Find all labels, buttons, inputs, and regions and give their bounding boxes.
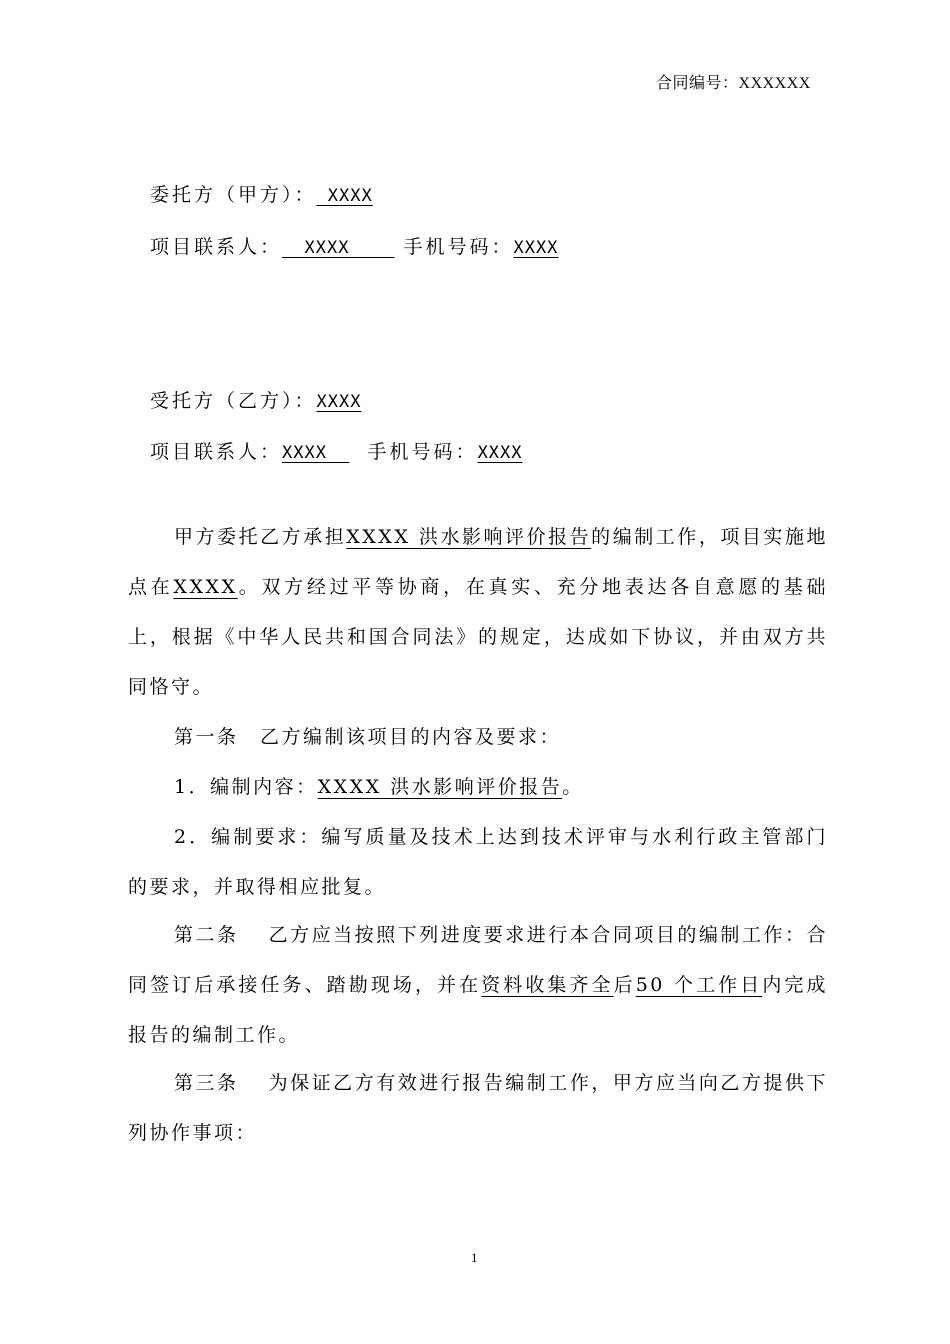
party-a-contact-label: 项目联系人： [150, 236, 283, 258]
party-b-contact: XXXX [282, 443, 327, 463]
party-a-label: 委托方（甲方）： [150, 184, 317, 206]
contract-number-label: 合同编号： [656, 75, 739, 92]
party-b-phone-label: 手机号码： [367, 441, 478, 463]
article-3: 第三条 为保证乙方有效进行报告编制工作，甲方应当向乙方提供下列协作事项： [128, 1072, 828, 1144]
contract-number [656, 70, 811, 93]
intro-text-3: 。双方经过平等协商，在真实、充分地表达各自意愿的基础上，根据《中华人民共和国合同法》的规定，达成如下协议，并由双方共同恪守。 [128, 576, 828, 698]
party-b-line [150, 386, 361, 413]
party-a-phone-label: 手机号码： [403, 236, 514, 258]
intro-paragraph [128, 512, 828, 712]
intro-text-2: 的编制工作，项目实施地点在 [128, 526, 828, 598]
article-2-text-1: 第二条 乙方应当按照下列进度要求进行本合同项目的编制工作：合同签订后承接任务、踏勘现场，并在 [128, 924, 828, 996]
party-b-label: 受托方（乙方）： [150, 390, 317, 412]
party-a-name: XXXX [327, 186, 373, 206]
party-a-line [150, 180, 373, 207]
party-b-contact-line [150, 437, 523, 464]
article-1-item-2: 2．编制要求：编写质量及技术上达到技术评审与水利行政主管部门的要求，并取得相应批复。 [128, 826, 828, 898]
intro-location: XXXX [173, 576, 238, 598]
article-1-item-1 [128, 762, 828, 812]
item-1-value: XXXX 洪水影响评价报告 [317, 776, 563, 798]
party-b-name: XXXX [316, 392, 362, 412]
party-a-phone: XXXX [513, 238, 559, 258]
contract-number-value: XXXXXX [738, 75, 811, 92]
party-b-contact-label: 项目联系人： [150, 441, 283, 463]
page-number: 1 [471, 1250, 478, 1265]
article-2 [128, 910, 828, 1060]
item-1-label: 1．编制内容： [174, 776, 318, 798]
article-2-days: 50 个工作日 [635, 974, 763, 996]
article-1-title: 第一条 乙方编制该项目的内容及要求： [174, 726, 562, 748]
article-2-text-2: 后 [613, 974, 636, 996]
item-1-end: 。 [562, 776, 584, 798]
party-b-phone: XXXX [477, 443, 523, 463]
intro-project-name: XXXX 洪水影响评价报告 [346, 526, 592, 548]
party-a-contact: XXXX [304, 238, 350, 258]
article-2-text-3: 内完成报告的编制工作。 [128, 974, 828, 1046]
article-2-condition: 资料收集齐全 [481, 974, 614, 996]
intro-text-1: 甲方委托乙方承担 [174, 526, 347, 548]
party-a-contact-line [150, 232, 558, 259]
